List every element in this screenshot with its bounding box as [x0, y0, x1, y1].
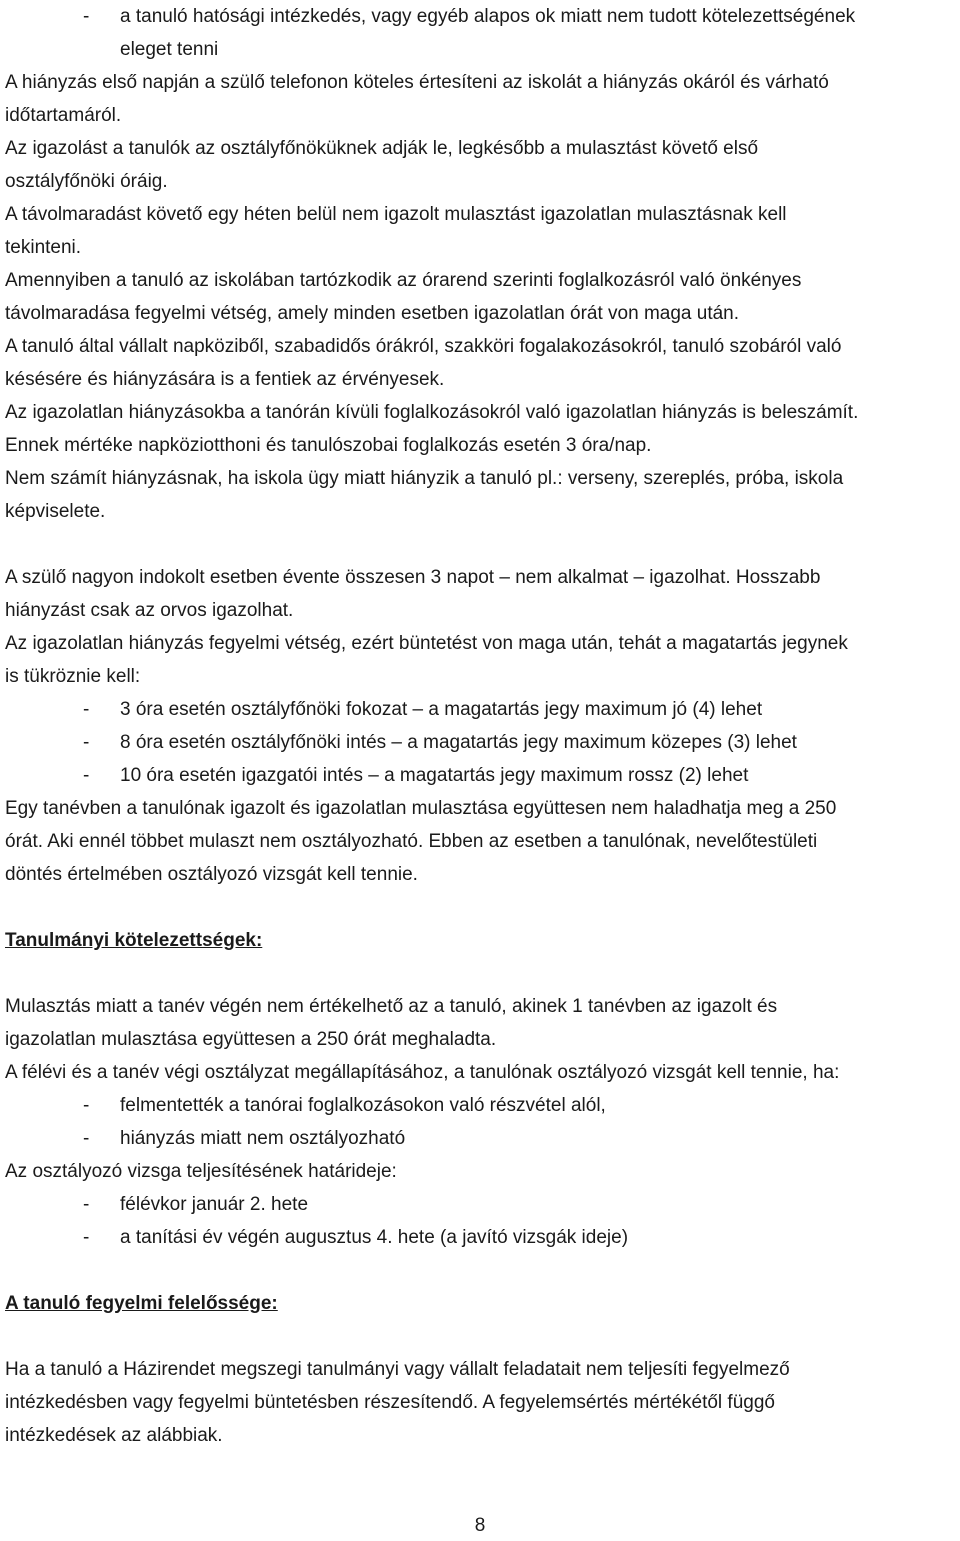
text-line: hiányzást csak az orvos igazolhat.: [5, 600, 294, 621]
list-dash: -: [83, 1128, 90, 1149]
list-item-text: eleget tenni: [120, 39, 219, 60]
list-item: [5, 693, 955, 726]
text-line: órát. Aki ennél többet mulaszt nem osztályozható. Ebben az esetben a tanulónak, nevelőtestületi: [5, 831, 818, 852]
text-line: igazolatlan mulasztása együttesen a 250 órát meghaladta.: [5, 1029, 497, 1050]
text-line: Nem számít hiányzásnak, ha iskola ügy miatt hiányzik a tanuló pl.: verseny, szereplés, próba, iskola: [5, 468, 844, 489]
list-item-text: a tanítási év végén augusztus 4. hete (a javító vizsgák ideje): [120, 1227, 629, 1248]
list-item-text: hiányzás miatt nem osztályozható: [120, 1128, 406, 1149]
text-line: Az igazolatlan hiányzás fegyelmi vétség, ezért büntetést von maga után, tehát a magatartás jegynek: [5, 633, 848, 654]
text-line: Egy tanévben a tanulónak igazolt és igazolatlan mulasztása együttesen nem haladhatja meg a 250: [5, 798, 837, 819]
text-line: is tükröznie kell:: [5, 666, 141, 687]
text-line: Ennek mértéke napköziotthoni és tanulószobai foglalkozás esetén 3 óra/nap.: [5, 435, 652, 456]
text-line: késésére és hiányzására is a fentiek az érvényesek.: [5, 369, 445, 390]
blank-line: [5, 528, 955, 561]
text-line: döntés értelmében osztályozó vizsgát kell tennie.: [5, 864, 418, 885]
list-dash: -: [83, 699, 90, 720]
list-item-continuation: [5, 33, 955, 66]
list-dash: -: [83, 732, 90, 753]
list-dash: -: [83, 765, 90, 786]
text-line: Az igazolást a tanulók az osztályfőnöküknek adják le, legkésőbb a mulasztást követő első: [5, 138, 759, 159]
list-item: [5, 1221, 955, 1254]
text-line: A távolmaradást követő egy héten belül nem igazolt mulasztást igazolatlan mulasztásnak kell: [5, 204, 787, 225]
blank-line: [5, 891, 955, 924]
list-item: [5, 1089, 955, 1122]
section-heading: A tanuló fegyelmi felelőssége:: [5, 1293, 278, 1314]
list-item-text: félévkor január 2. hete: [120, 1194, 309, 1215]
text-line: tekinteni.: [5, 237, 82, 258]
text-line: A félévi és a tanév végi osztályzat megállapításához, a tanulónak osztályozó vizsgát kell tennie, ha:: [5, 1062, 840, 1083]
list-dash: -: [83, 1194, 90, 1215]
list-item: [5, 0, 955, 33]
text-line: képviselete.: [5, 501, 106, 522]
list-item-text: 10 óra esetén igazgatói intés – a magatartás jegy maximum rossz (2) lehet: [120, 765, 749, 786]
text-line: A szülő nagyon indokolt esetben évente összesen 3 napot – nem alkalmat – igazolhat. Hosszabb: [5, 567, 821, 588]
text-line: Mulasztás miatt a tanév végén nem értékelhető az a tanuló, akinek 1 tanévben az igazolt és: [5, 996, 778, 1017]
text-line: A tanuló által vállalt napköziből, szabadidős órákról, szakköri fogalakozásokról, tanuló szobáról való: [5, 336, 842, 357]
text-line: intézkedések az alábbiak.: [5, 1425, 223, 1446]
page-body: [5, 0, 955, 1452]
text-line: Ha a tanuló a Házirendet megszegi tanulmányi vagy vállalt feladatait nem teljesíti fegyelmező: [5, 1359, 790, 1380]
list-item: [5, 1122, 955, 1155]
list-item: [5, 759, 955, 792]
blank-line: [5, 1320, 955, 1353]
list-item-text: a tanuló hatósági intézkedés, vagy egyéb alapos ok miatt nem tudott kötelezettségének: [120, 6, 856, 27]
text-line: időtartamáról.: [5, 105, 122, 126]
list-dash: -: [83, 1095, 90, 1116]
list-item: [5, 1188, 955, 1221]
text-line: Az igazolatlan hiányzásokba a tanórán kívüli foglalkozásokról való igazolatlan hiányzás is beleszámít.: [5, 402, 859, 423]
blank-line: [5, 957, 955, 990]
text-line: Az osztályozó vizsga teljesítésének határideje:: [5, 1161, 397, 1182]
section-heading: Tanulmányi kötelezettségek:: [5, 930, 263, 951]
text-line: intézkedésben vagy fegyelmi büntetésben részesítendő. A fegyelemsértés mértékétől függő: [5, 1392, 775, 1413]
list-item-text: 8 óra esetén osztályfőnöki intés – a magatartás jegy maximum közepes (3) lehet: [120, 732, 797, 753]
blank-line: [5, 1254, 955, 1287]
list-item: [5, 726, 955, 759]
text-line: távolmaradása fegyelmi vétség, amely minden esetben igazolatlan órát von maga után.: [5, 303, 740, 324]
text-line: A hiányzás első napján a szülő telefonon köteles értesíteni az iskolát a hiányzás okáról és várható: [5, 72, 829, 93]
text-line: Amennyiben a tanuló az iskolában tartózkodik az órarend szerinti foglalkozásról való önkényes: [5, 270, 802, 291]
text-line: osztályfőnöki óráig.: [5, 171, 168, 192]
page-number: 8: [474, 1515, 486, 1536]
list-dash: -: [83, 6, 90, 27]
list-item-text: felmentették a tanórai foglalkozásokon való részvétel alól,: [120, 1095, 606, 1116]
list-item-text: 3 óra esetén osztályfőnöki fokozat – a magatartás jegy maximum jó (4) lehet: [120, 699, 763, 720]
list-dash: -: [83, 1227, 90, 1248]
